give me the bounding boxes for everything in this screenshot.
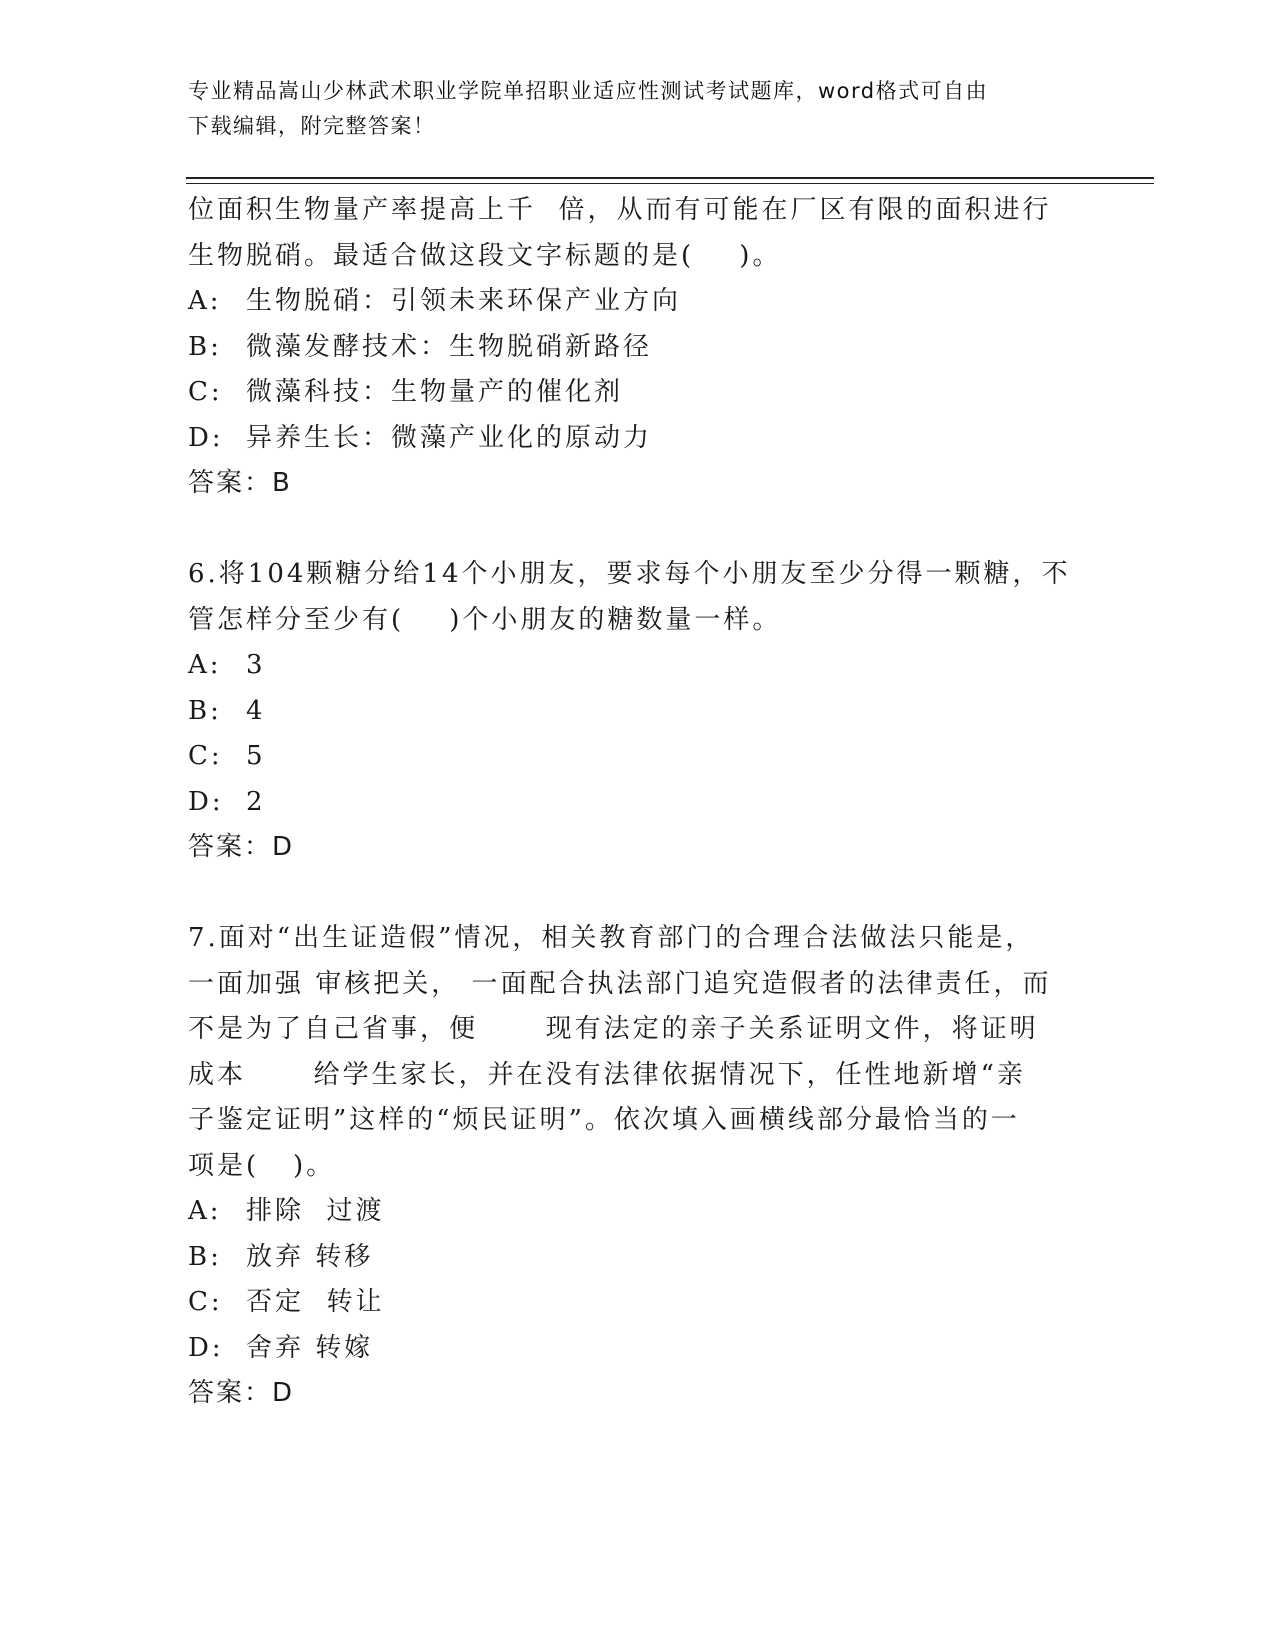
- spacer: [188, 507, 1088, 553]
- option-text: 生物脱硝：引领未来环保产业方向: [246, 286, 682, 316]
- answer-line: 答案：D: [188, 1378, 295, 1408]
- option-c: [188, 1280, 1088, 1326]
- option-text: 微藻科技：生物量产的催化剂: [246, 377, 624, 407]
- option-key: B:: [188, 695, 222, 726]
- spacer: [188, 871, 1088, 917]
- option-key: D:: [188, 422, 224, 453]
- answer-line: 答案：B: [188, 468, 292, 498]
- document-body: [188, 188, 1088, 1417]
- question-text-line: 位面积生物量产率提高上千 倍，从而有可能在厂区有限的面积进行: [188, 195, 1052, 225]
- question-text-line: 子鉴定证明”这样的“烦民证明”。依次填入画横线部分最恰当的一: [188, 1105, 1020, 1135]
- question-6: [188, 552, 1088, 871]
- option-d: [188, 780, 1088, 826]
- option-text: 3: [246, 650, 266, 680]
- option-key: C:: [188, 377, 223, 407]
- option-text: 4: [246, 695, 266, 726]
- option-text: 2: [246, 786, 266, 817]
- option-key: A:: [188, 286, 222, 316]
- question-text-line: 项是( )。: [188, 1150, 336, 1181]
- option-text: 否定 转让: [246, 1287, 385, 1317]
- option-d: [188, 416, 1088, 462]
- question-7: [188, 916, 1088, 1417]
- answer-line: 答案：D: [188, 832, 295, 862]
- header-rule-thick: [186, 177, 1154, 179]
- option-key: B:: [188, 331, 222, 362]
- option-c: [188, 370, 1088, 416]
- option-b: [188, 325, 1088, 371]
- option-key: A:: [188, 650, 222, 680]
- page-header: [188, 74, 1068, 144]
- header-line-2: 下载编辑，附完整答案！: [188, 114, 436, 138]
- question-text-line: 成本 给学生家长，并在没有法律依据情况下，任性地新增“亲: [188, 1059, 1026, 1090]
- option-b: [188, 1235, 1088, 1281]
- header-line-1: 专业精品嵩山少林武术职业学院单招职业适应性测试考试题库，word格式可自由: [188, 79, 989, 103]
- header-rule-thin: [186, 183, 1154, 184]
- option-d: [188, 1326, 1088, 1372]
- option-key: A:: [188, 1196, 222, 1226]
- option-text: 放弃 转移: [246, 1241, 374, 1272]
- option-a: [188, 1189, 1088, 1235]
- option-key: D:: [188, 1332, 224, 1363]
- option-text: 舍弃 转嫁: [246, 1332, 374, 1363]
- question-text-line: 7.面对“出生证造假”情况，相关教育部门的合理合法做法只能是，: [188, 923, 1035, 953]
- option-key: C:: [188, 1287, 223, 1317]
- option-b: [188, 689, 1088, 735]
- question-text-line: 生物脱硝。最适合做这段文字标题的是( )。: [188, 240, 782, 271]
- option-text: 异养生长：微藻产业化的原动力: [246, 422, 653, 453]
- option-text: 排除 过渡: [246, 1196, 385, 1226]
- question-text-line: 管怎样分至少有( )个小朋友的糖数量一样。: [188, 604, 782, 635]
- question-text-line: 一面加强 审核把关， 一面配合执法部门追究造假者的法律责任，而: [188, 968, 1052, 999]
- option-key: C:: [188, 741, 223, 771]
- option-key: B:: [188, 1241, 222, 1272]
- option-text: 微藻发酵技术：生物脱硝新路径: [246, 331, 653, 362]
- question-5: [188, 188, 1088, 507]
- option-a: [188, 279, 1088, 325]
- question-text-line: 6.将104颗糖分给14个小朋友，要求每个小朋友至少分得一颗糖，不: [188, 559, 1071, 589]
- option-a: [188, 643, 1088, 689]
- option-text: 5: [246, 741, 266, 771]
- question-text-line: 不是为了自己省事，便 现有法定的亲子关系证明文件，将证明: [188, 1014, 1039, 1044]
- option-key: D:: [188, 786, 224, 817]
- option-c: [188, 734, 1088, 780]
